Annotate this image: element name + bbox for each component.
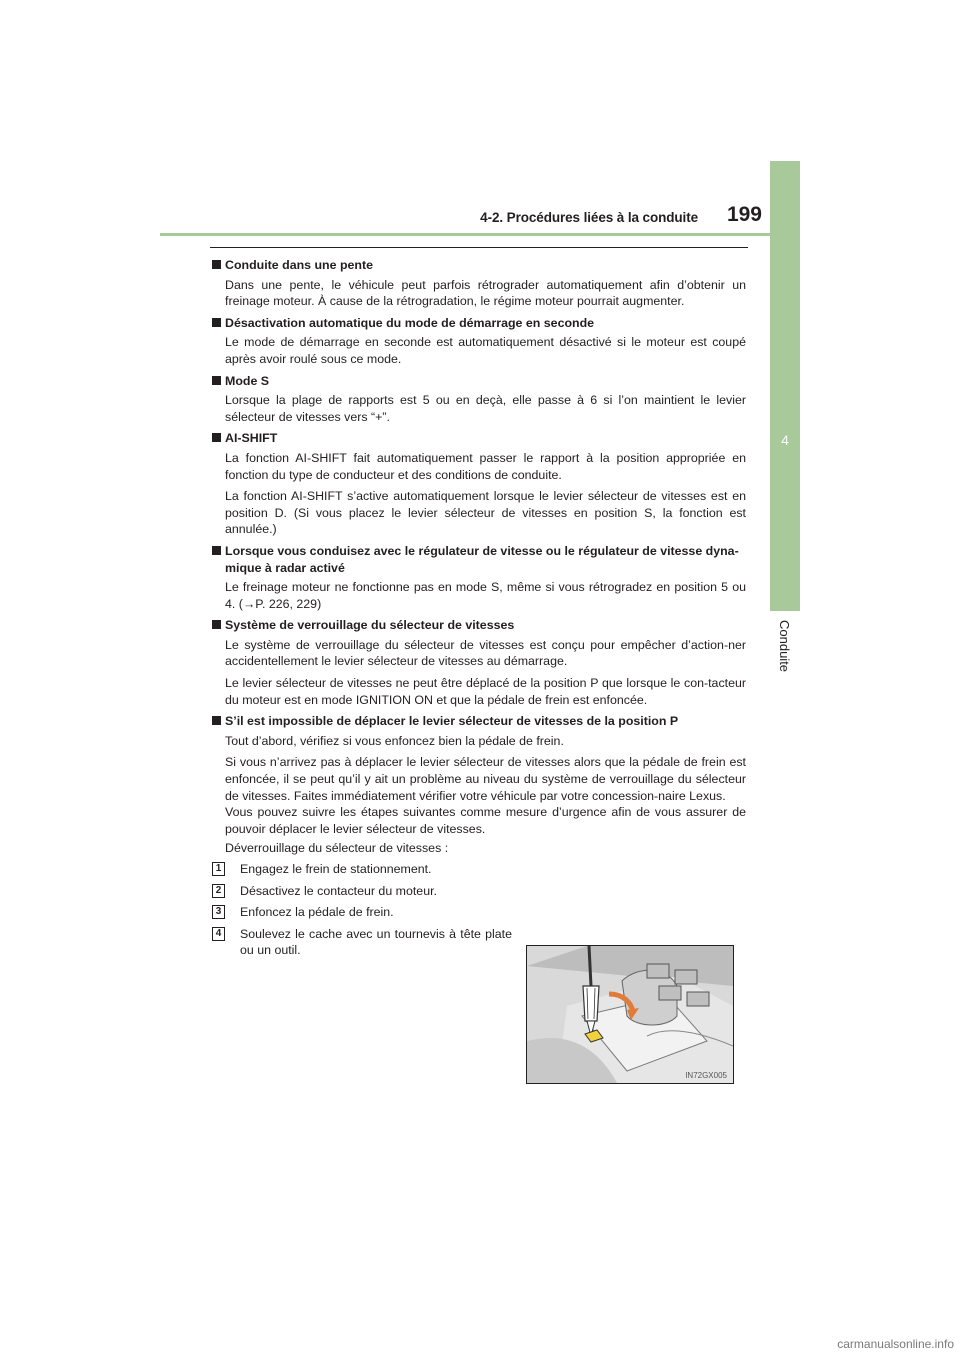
square-bullet-icon xyxy=(212,620,221,629)
console-drawing xyxy=(527,946,733,1083)
section-shift-lock-release xyxy=(212,713,746,959)
section-title-text: Système de verrouillage du sélecteur de vitesses xyxy=(225,618,515,633)
square-bullet-icon xyxy=(212,716,221,725)
watermark-text: carmanualsonline.info xyxy=(837,1337,954,1351)
section xyxy=(212,430,746,538)
step-text: Désactivez le contacteur du moteur. xyxy=(240,883,437,898)
page-number: 199 xyxy=(726,203,762,226)
paragraph: La fonction AI-SHIFT fait automatiquement passer le rapport à la position appropriée en fonction du type de conducteur et des conditions de conduite. xyxy=(225,450,746,482)
step-item xyxy=(212,904,746,921)
paragraph: Le freinage moteur ne fonctionne pas en mode S, même si vous rétrogradez en position 5 ou 4. (→P. 226, 229) xyxy=(225,580,746,611)
section xyxy=(212,373,746,426)
square-bullet-icon xyxy=(212,433,221,442)
section xyxy=(212,257,746,310)
section-title xyxy=(212,713,746,730)
step-item xyxy=(212,883,746,900)
square-bullet-icon xyxy=(212,260,221,269)
section-header: 4-2. Procédures liées à la conduite xyxy=(480,210,698,225)
square-bullet-icon xyxy=(212,376,221,385)
page-content xyxy=(212,257,746,964)
paragraph: La fonction AI-SHIFT s’active automatiquement lorsque le levier sélecteur de vitesses est en position D. (Si vous placez le levier sélecteur de vitesses en position S, la fonction est annulée.) xyxy=(225,489,746,537)
section-title-text: AI-SHIFT xyxy=(225,431,278,446)
step-number-badge: 1 xyxy=(212,862,225,876)
paragraph: Déverrouillage du sélecteur de vitesses : xyxy=(225,841,449,856)
step-number-badge: 2 xyxy=(212,884,225,898)
step-item xyxy=(212,926,512,959)
step-text: Enfoncez la pédale de frein. xyxy=(240,905,394,920)
step-text: Soulevez le cache avec un tournevis à tête plate ou un outil. xyxy=(240,926,512,958)
section-title-text: S’il est impossible de déplacer le levier sélecteur de vitesses de la position P xyxy=(225,714,679,729)
section xyxy=(212,315,746,368)
section xyxy=(212,617,746,708)
step-item xyxy=(212,861,746,878)
content-rule xyxy=(210,247,748,248)
step-number-badge: 4 xyxy=(212,927,225,941)
chapter-tab-text: Conduite xyxy=(777,620,792,673)
paragraph: Le levier sélecteur de vitesses ne peut être déplacé de la position P que lorsque le con-tacteur du moteur est en mode IGNITION ON et que la pédale de frein est enfoncée. xyxy=(225,676,746,707)
chapter-tab[interactable] xyxy=(770,161,800,611)
chapter-tab-number: 4 xyxy=(781,432,789,448)
section-title-text: Conduite dans une pente xyxy=(225,258,374,272)
section xyxy=(212,543,746,612)
square-bullet-icon xyxy=(212,318,221,327)
illustration-code: IN72GX005 xyxy=(685,1071,727,1080)
paragraph: Vous pouvez suivre les étapes suivantes comme mesure d’urgence afin de vous assurer de pouvoir déplacer le levier sélecteur de vitesses. xyxy=(225,805,746,836)
square-bullet-icon xyxy=(212,546,221,555)
section-title xyxy=(212,617,746,634)
paragraph: Le système de verrouillage du sélecteur de vitesses est conçu pour empêcher d’action-ner accidentellement le levier sélecteur de vitesses au démarrage. xyxy=(225,637,746,669)
paragraph: Le mode de démarrage en seconde est automatiquement désactivé si le moteur est coupé après avoir roulé sous ce mode. xyxy=(225,335,746,366)
section-title xyxy=(212,373,746,390)
section-title xyxy=(212,257,746,274)
step-number-badge: 3 xyxy=(212,905,225,919)
step-text: Engagez le frein de stationnement. xyxy=(240,862,432,876)
section-title xyxy=(212,315,746,332)
section-title-text: Lorsque vous conduisez avec le régulateur de vitesse ou le régulateur de vitesse dyna-mique à radar activé xyxy=(225,543,739,575)
paragraph: Tout d’abord, vérifiez si vous enfoncez bien la pédale de frein. xyxy=(225,733,564,748)
section-title xyxy=(212,430,746,447)
section-title xyxy=(212,543,746,576)
sections-container xyxy=(212,257,746,708)
paragraph: Lorsque la plage de rapports est 5 ou en deçà, elle passe à 6 si l’on maintient le levier sélecteur de vitesses vers “+”. xyxy=(225,393,746,424)
chapter-tab-label xyxy=(770,620,800,690)
paragraph: Si vous n’arrivez pas à déplacer le levier sélecteur de vitesses alors que la pédale de frein est enfoncée, il se peut qu’il y ait un problème au niveau du système de verrouillage du sélecteur de vitesses. Faites immédiatement vérifier votre véhicule par votre concession-naire Lexus. xyxy=(225,755,746,803)
section-title-text: Mode S xyxy=(225,373,270,388)
section-title-text: Désactivation automatique du mode de démarrage en seconde xyxy=(225,315,595,330)
paragraph: Dans une pente, le véhicule peut parfois rétrograder automatiquement afin d’obtenir un freinage moteur. À cause de la rétrogradation, le régime moteur pourrait augmenter. xyxy=(225,277,746,309)
header-rule xyxy=(160,233,800,236)
shift-lock-illustration xyxy=(526,945,734,1084)
